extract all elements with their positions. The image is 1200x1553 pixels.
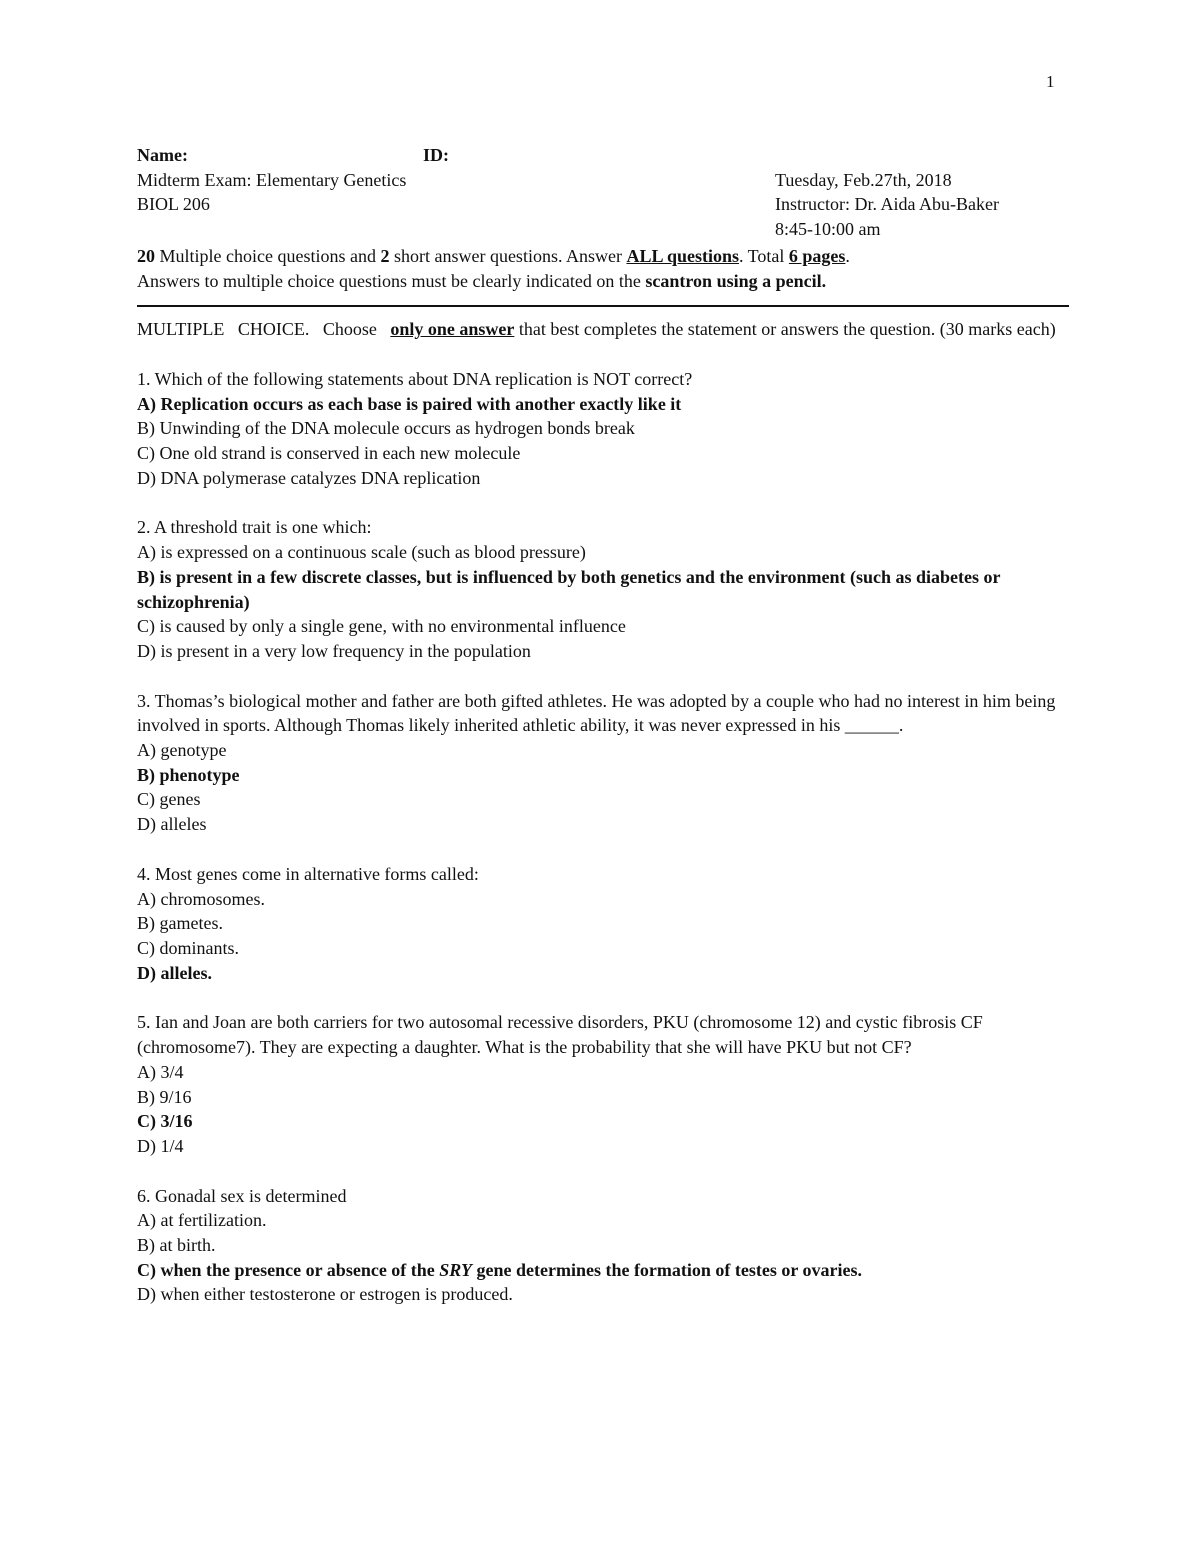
- instructions: [137, 244, 1069, 293]
- exam-title: Midterm Exam: Elementary Genetics: [137, 169, 407, 190]
- option-b: B) gametes.: [137, 913, 223, 934]
- question-4: [137, 862, 1069, 986]
- exam-title-row: [137, 168, 1069, 193]
- page-number: 1: [1046, 72, 1055, 91]
- question-text: 3. Thomas’s biological mother and father are both gifted athletes. He was adopted by a couple who had no interest in him being involved in sports. Although Thomas likely inherited athletic ability, it was never expressed in his ______.: [137, 690, 1056, 736]
- option-c: C) dominants.: [137, 937, 239, 958]
- option-b: B) Unwinding of the DNA molecule occurs as hydrogen bonds break: [137, 418, 635, 439]
- question-text: 5. Ian and Joan are both carriers for two autosomal recessive disorders, PKU (chromosome 12) and cystic fibrosis CF (chromosome7). They are expecting a daughter. What is the probability that she will have PKU but not CF?: [137, 1012, 983, 1058]
- sa-count: 2: [380, 245, 390, 266]
- option-b: B) 9/16: [137, 1086, 192, 1107]
- option-b: B) is present in a few discrete classes, but is influenced by both genetics and the environment (such as diabetes or schizophrenia): [137, 566, 1001, 612]
- mc-intro-lead: MULTIPLE CHOICE. Choose: [137, 319, 391, 340]
- instructions-text-2: short answer questions. Answer: [389, 245, 627, 266]
- option-a: A) 3/4: [137, 1061, 184, 1082]
- total-pages: 6 pages: [788, 245, 846, 266]
- option-d: D) DNA polymerase catalyzes DNA replication: [137, 467, 481, 488]
- scantron-note: scantron using a pencil.: [645, 270, 827, 291]
- option-d: D) alleles: [137, 814, 207, 835]
- all-questions: ALL questions: [626, 245, 739, 266]
- id-label: ID:: [423, 145, 449, 165]
- option-b: B) phenotype: [137, 764, 240, 785]
- instructions-text-1: Multiple choice questions and: [155, 245, 381, 266]
- exam-date: Tuesday, Feb.27th, 2018: [775, 169, 952, 190]
- option-c: C) genes: [137, 789, 201, 810]
- option-c: C) 3/16: [137, 1111, 193, 1132]
- question-text: 1. Which of the following statements about DNA replication is NOT correct?: [137, 368, 693, 389]
- option-c-text-1: C) when the presence or absence of the: [137, 1259, 440, 1280]
- question-text: 2. A threshold trait is one which:: [137, 517, 372, 538]
- option-a: A) at fertilization.: [137, 1210, 267, 1231]
- course-row: [137, 192, 1069, 217]
- option-c-text-2: gene determines the formation of testes or ovaries.: [471, 1259, 863, 1280]
- name-id-row: [137, 143, 1069, 168]
- instructions-line-2: [137, 269, 1069, 294]
- sry-gene: SRY: [439, 1259, 472, 1280]
- only-one-answer: only one answer: [390, 319, 515, 340]
- question-3: [137, 689, 1069, 837]
- header-divider: [137, 305, 1069, 307]
- instructions-text-5: Answers to multiple choice questions must be clearly indicated on the: [137, 270, 646, 291]
- name-label: Name:: [137, 145, 188, 165]
- option-d: D) 1/4: [137, 1135, 184, 1156]
- question-2: [137, 515, 1069, 663]
- mc-count: 20: [137, 245, 155, 266]
- exam-time: 8:45-10:00 am: [775, 219, 881, 240]
- option-a: A) genotype: [137, 740, 227, 761]
- option-a: A) chromosomes.: [137, 888, 265, 909]
- course-code: BIOL 206: [137, 194, 210, 215]
- option-d: D) alleles.: [137, 962, 212, 983]
- option-d: D) when either testosterone or estrogen is produced.: [137, 1284, 513, 1305]
- instructor: Instructor: Dr. Aida Abu-Baker: [775, 194, 999, 215]
- instructions-line-1: [137, 244, 1069, 269]
- question-5: [137, 1010, 1069, 1158]
- option-d: D) is present in a very low frequency in the population: [137, 640, 531, 661]
- option-c: [137, 1258, 1069, 1283]
- mc-intro-rest: that best completes the statement or answers the question. (30 marks each): [514, 319, 1056, 340]
- question-text: 4. Most genes come in alternative forms called:: [137, 863, 479, 884]
- option-c: C) One old strand is conserved in each new molecule: [137, 443, 521, 464]
- option-b: B) at birth.: [137, 1235, 216, 1256]
- mc-intro: [137, 317, 1069, 342]
- option-a: A) is expressed on a continuous scale (such as blood pressure): [137, 542, 586, 563]
- option-c: C) is caused by only a single gene, with no environmental influence: [137, 616, 626, 637]
- question-1: [137, 367, 1069, 491]
- time-row: [137, 217, 1069, 242]
- question-6: [137, 1184, 1069, 1308]
- instructions-text-3: . Total: [739, 245, 789, 266]
- option-a: A) Replication occurs as each base is paired with another exactly like it: [137, 393, 682, 414]
- exam-page: [137, 143, 1069, 1307]
- instructions-text-4: .: [845, 245, 850, 266]
- question-text: 6. Gonadal sex is determined: [137, 1185, 347, 1206]
